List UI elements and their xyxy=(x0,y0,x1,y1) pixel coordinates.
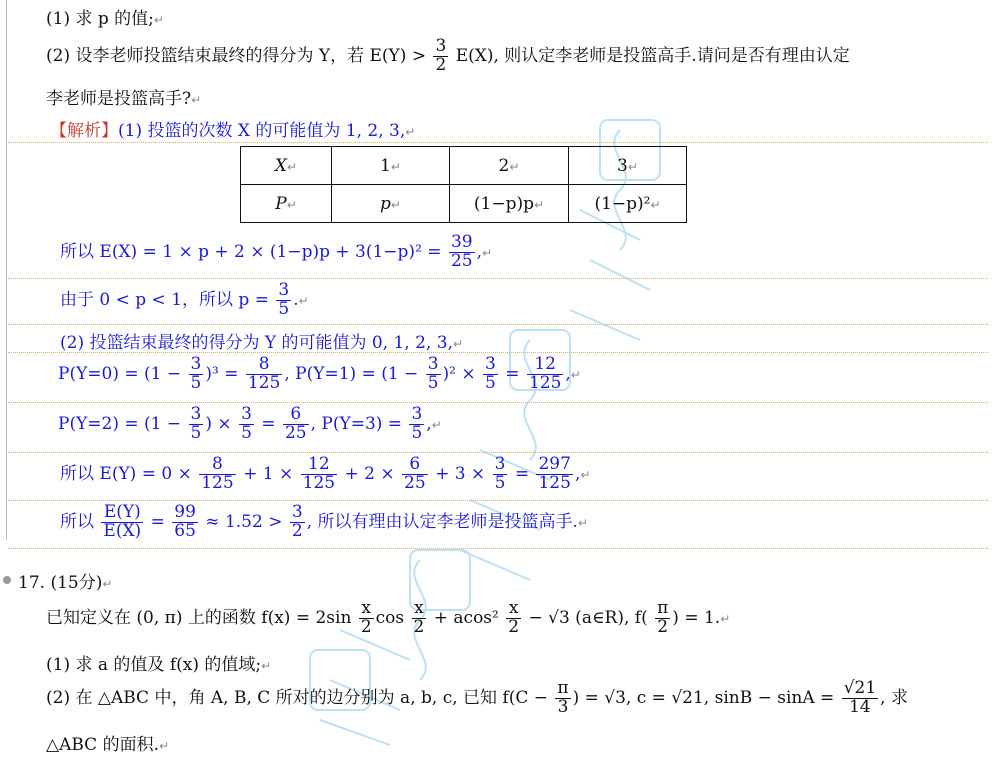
table-cell: 3↵ xyxy=(569,147,687,185)
problem-17-title: 17. (15分)↵ xyxy=(18,573,113,593)
distribution-table xyxy=(240,146,687,223)
dotted-separator xyxy=(8,324,988,325)
conclusion-line: 所以 $\frac{E(Y)}{E(X)}$ = $\frac{99}{65}$ ≈ 1.52 > $\frac{3}{2}$ , 所以有理由认定李老师是投篮高手.↵ xyxy=(60,502,588,541)
table-cell: 2↵ xyxy=(450,147,569,185)
dotted-separator xyxy=(8,402,988,403)
solve-p-line: 由于 0 < p < 1，所以 p = $\frac{3}{5}$ .↵ xyxy=(60,280,309,319)
expectation-x-line: 所以 E(X) = 1 × p + 2 × (1−p)p + 3(1−p)² = $\frac{39}{25}$ ,↵ xyxy=(60,232,493,271)
question-2-continued: 李老师是投篮高手?↵ xyxy=(46,89,202,109)
table-row xyxy=(241,147,687,185)
table-cell: (1−p)p↵ xyxy=(450,185,569,223)
table-cell: P↵ xyxy=(241,185,332,223)
prob-line-1: P(Y=0) = (1 − $\frac{3}{5}$ )³ = $\frac{8}{125}$ , P(Y=1) = (1 − $\frac{3}{5}$ )² × $\frac{3}{5}$ = $\frac{12}{125}$ ,↵ xyxy=(58,354,581,393)
problem-17-part2: (2) 在 △ABC 中，角 A, B, C 所对的边分别为 a, b, c, 已知 f(C − $\frac{\pi}{3}$ ) = √3, c = √21, sinB − sinA = $\frac{√21}{14}$ , 求 xyxy=(46,678,908,717)
dotted-separator xyxy=(8,548,988,549)
analysis-label: 【解析】 xyxy=(50,121,118,141)
margin-bar xyxy=(6,0,7,540)
table-cell: 1↵ xyxy=(332,147,450,185)
prob-line-2: P(Y=2) = (1 − $\frac{3}{5}$ ) × $\frac{3}{5}$ = $\frac{6}{25}$ , P(Y=3) = $\frac{3}{5}$ ,↵ xyxy=(58,404,442,443)
question-1: (1) 求 p 的值;↵ xyxy=(46,9,164,29)
dotted-separator xyxy=(8,500,988,501)
dotted-separator xyxy=(8,142,988,143)
part2-line: (2) 投篮结束最终的得分为 Y 的可能值为 0, 1, 2, 3,↵ xyxy=(60,333,464,353)
expectation-y-line: 所以 E(Y) = 0 × $\frac{8}{125}$ + 1 × $\frac{12}{125}$ + 2 × $\frac{6}{25}$ + 3 × $\frac{3}{5}$ = $\frac{297}{125}$ ,↵ xyxy=(60,454,591,493)
problem-17-part1: (1) 求 a 的值及 f(x) 的值域;↵ xyxy=(46,655,272,675)
paragraph-bullet xyxy=(3,576,11,584)
question-2: (2) 设李老师投篮结束最终的得分为 Y，若 E(Y) > $\frac{3}{2}$ E(X), 则认定李老师是投篮高手.请问是否有理由认定 xyxy=(46,36,850,75)
table-cell: p↵ xyxy=(332,185,450,223)
problem-17-part2-continued: △ABC 的面积.↵ xyxy=(46,735,170,755)
problem-17-given: 已知定义在 (0, π) 上的函数 f(x) = 2sin $\frac{x}{2}$ cos $\frac{x}{2}$ + acos² $\frac{x}{2}$ − √3 (a∈R), f( $\frac{\pi}{2}$ ) = 1.↵ xyxy=(46,598,731,637)
table-row xyxy=(241,185,687,223)
analysis-line: 【解析】(1) 投篮的次数 X 的可能值为 1, 2, 3,↵ xyxy=(50,121,416,141)
dotted-separator xyxy=(8,352,988,353)
dotted-separator xyxy=(8,278,988,279)
table-cell: X↵ xyxy=(241,147,332,185)
dotted-separator xyxy=(8,452,988,453)
table-cell: (1−p)²↵ xyxy=(569,185,687,223)
